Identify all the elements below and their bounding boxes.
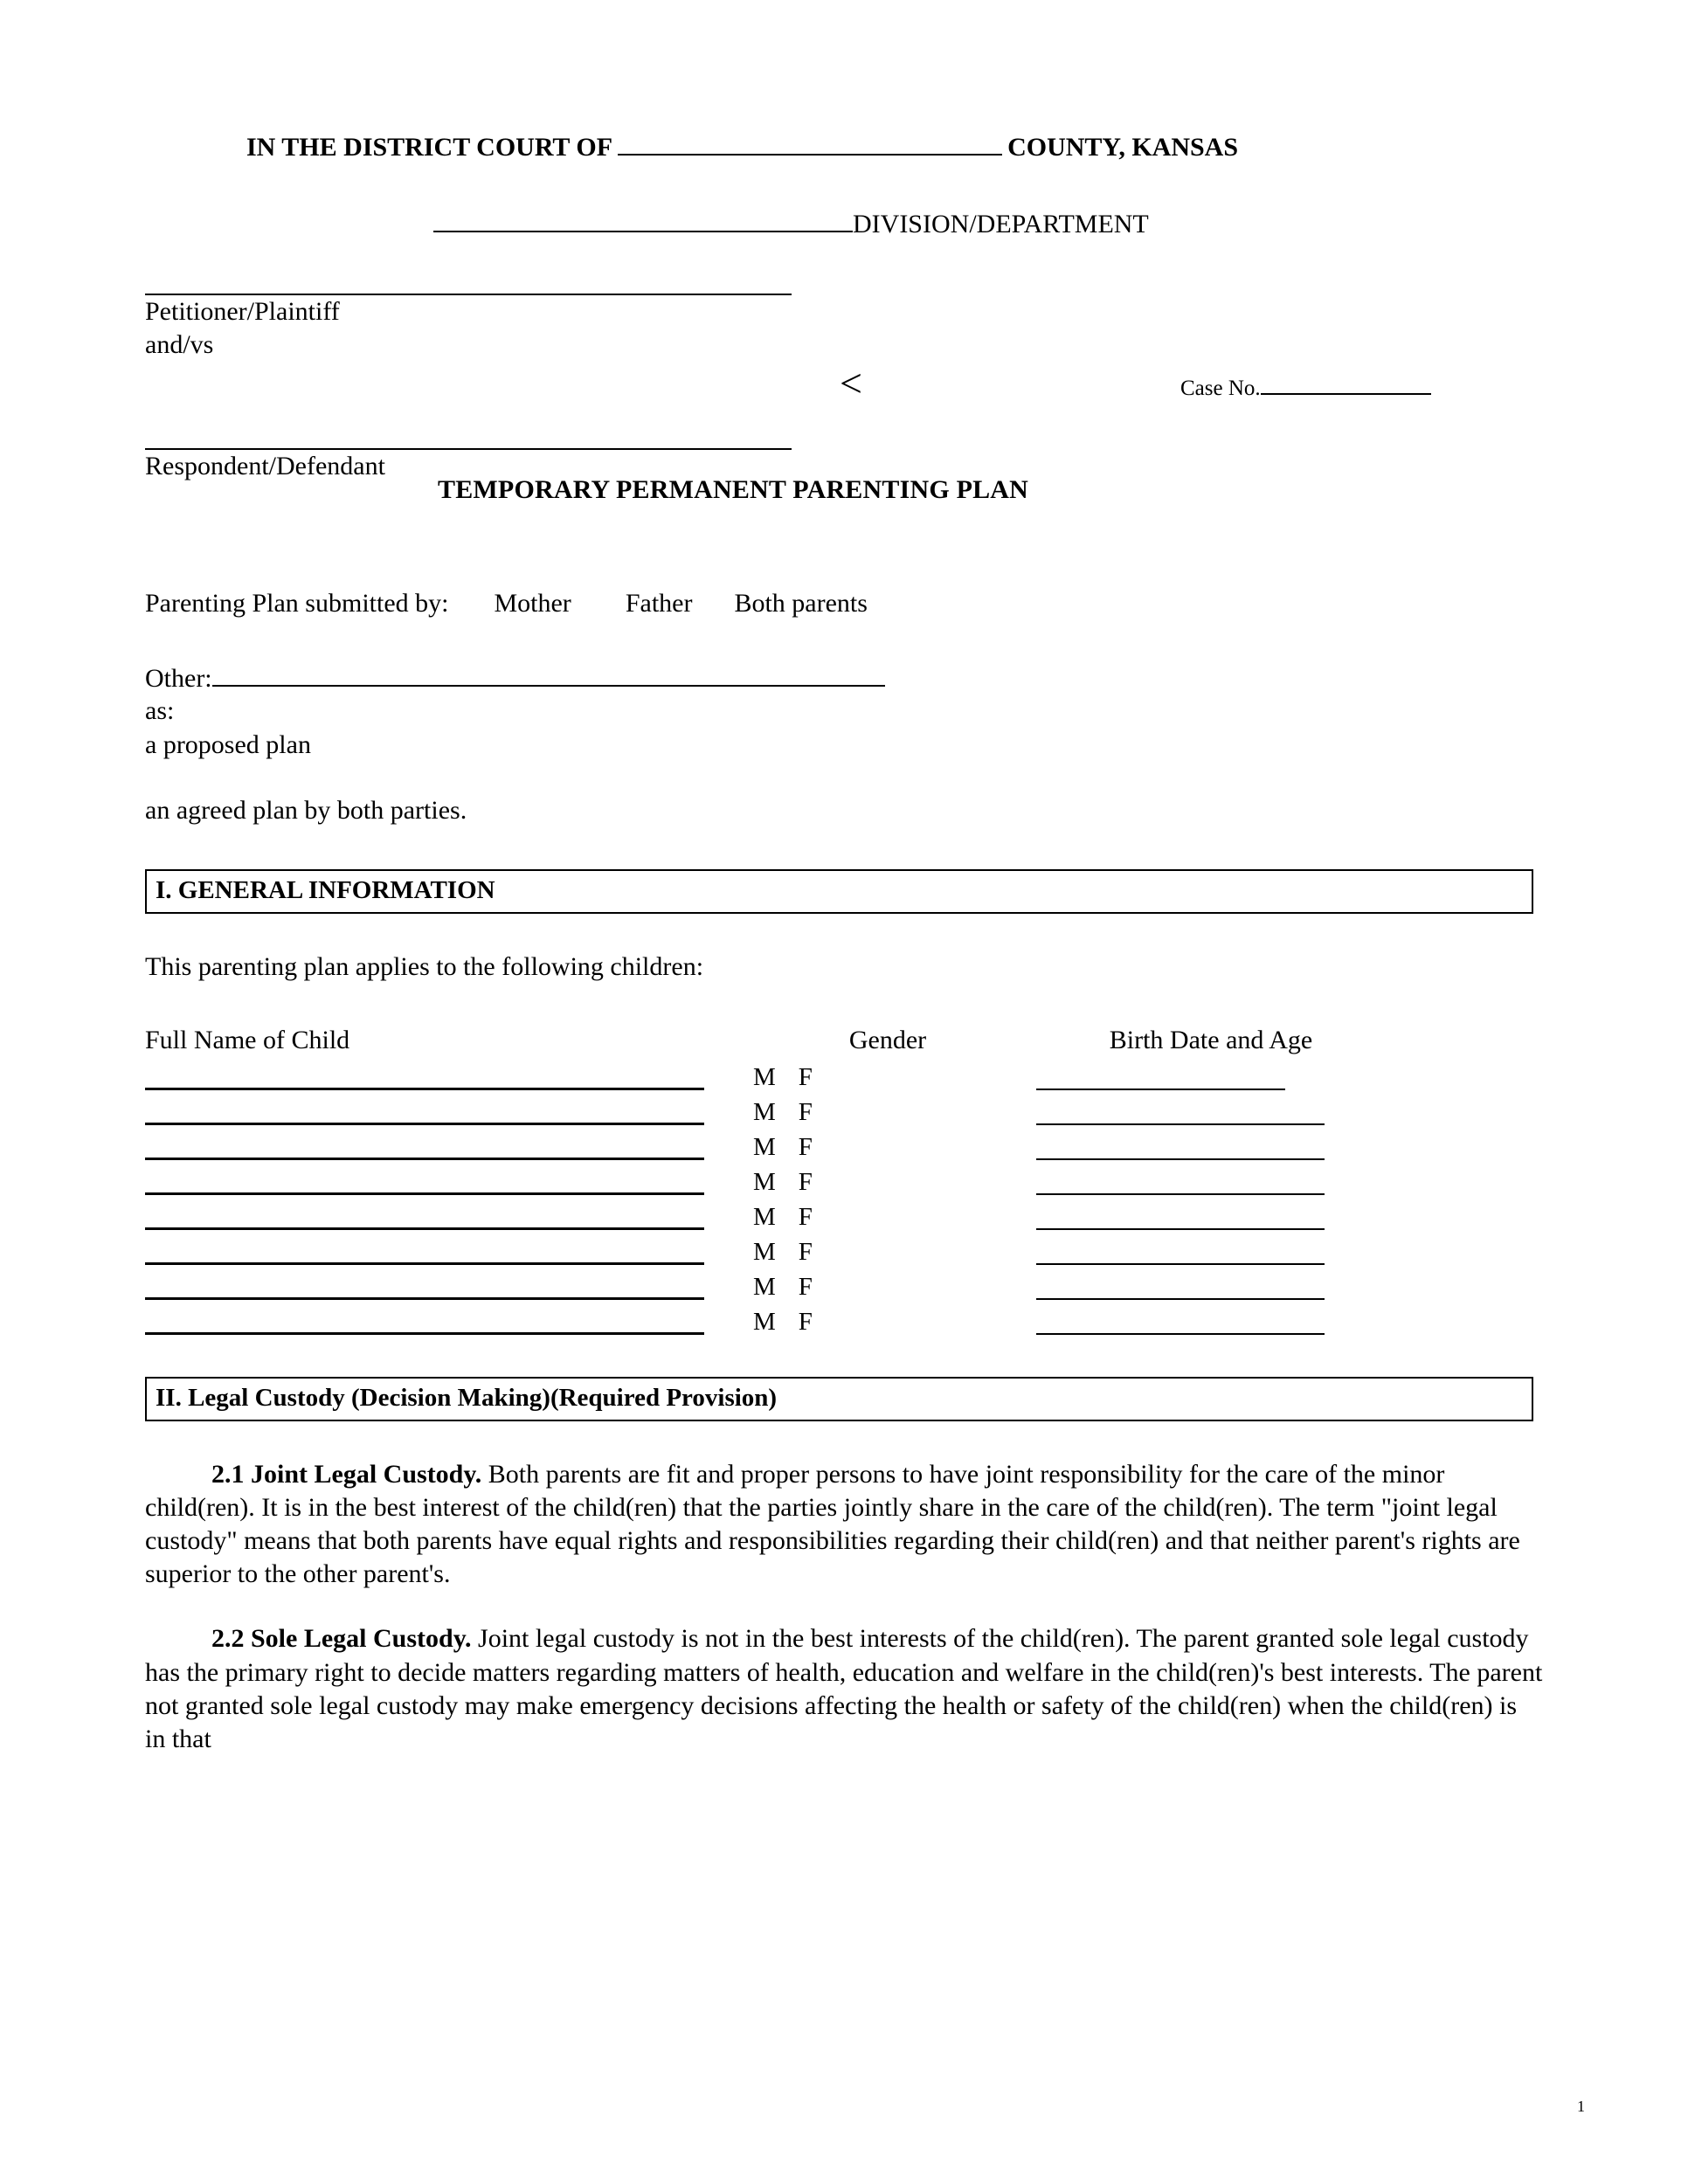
paragraph-2-2 — [145, 1622, 1543, 1755]
table-row[interactable] — [145, 1230, 1394, 1265]
gender-options[interactable] — [739, 1240, 1036, 1265]
agreed-plan-option[interactable]: an agreed plan by both parties. — [145, 796, 467, 825]
proposed-plan-option[interactable]: a proposed plan — [145, 730, 311, 759]
birth-date-blank[interactable] — [1036, 1172, 1325, 1195]
gender-options[interactable] — [739, 1135, 1036, 1160]
document-content — [145, 131, 1543, 1756]
child-name-blank[interactable] — [145, 1065, 704, 1090]
option-both-parents[interactable]: Both parents — [734, 589, 868, 618]
paragraph-2-1-text: Both parents are fit and proper persons to have joint responsibility for the care of the minor child(ren). It is in the best interest of the child(ren) that the parties jointly share in the care of the child(ren). The term "joint legal custody" means that both parents have equal rights and responsibilities regarding their child(ren) and that neither parent's rights are superior to the other parent's. — [145, 1460, 1520, 1589]
child-name-blank[interactable] — [145, 1205, 704, 1230]
child-name-blank[interactable] — [145, 1310, 704, 1335]
case-number-blank[interactable] — [1261, 374, 1431, 395]
gender-option-f[interactable]: F — [798, 1273, 813, 1302]
caption-brace: < — [840, 361, 862, 405]
paragraph-2-2-title: Sole Legal Custody. — [251, 1624, 472, 1654]
child-name-blank[interactable] — [145, 1135, 704, 1160]
paragraph-2-1-number: 2.1 — [211, 1460, 245, 1489]
gender-options[interactable] — [739, 1170, 1036, 1195]
paragraph-2-2-text: Joint legal custody is not in the best interests of the child(ren). The parent granted sole legal custody has the primary right to decide matters regarding matters of health, education and welfare in the child(ren)'s best interests. The parent not granted sole legal custody may make emergency decisions affecting the health or safety of the child(ren) when the child(ren) is in that — [145, 1624, 1543, 1753]
birth-date-blank[interactable] — [1036, 1277, 1325, 1300]
table-row[interactable] — [145, 1125, 1394, 1160]
gender-options[interactable] — [739, 1205, 1036, 1230]
gender-option-f[interactable]: F — [798, 1308, 813, 1337]
court-heading-line — [246, 131, 1543, 162]
table-row[interactable] — [145, 1300, 1394, 1335]
gender-option-f[interactable]: F — [798, 1203, 813, 1232]
case-caption — [145, 294, 1543, 512]
child-name-blank[interactable] — [145, 1240, 704, 1265]
children-table — [145, 1026, 1394, 1335]
other-line — [145, 662, 1543, 694]
submitted-by-line — [145, 589, 1543, 619]
other-label: Other: — [145, 664, 212, 693]
table-row[interactable] — [145, 1265, 1394, 1300]
and-vs-label: and/vs — [145, 329, 214, 359]
gender-option-f[interactable]: F — [798, 1133, 813, 1162]
child-name-blank[interactable] — [145, 1170, 704, 1195]
section-heading-general-information: I. GENERAL INFORMATION — [145, 869, 1533, 914]
paragraph-2-1 — [145, 1458, 1543, 1591]
birth-date-blank[interactable] — [1036, 1102, 1325, 1125]
section-heading-legal-custody: II. Legal Custody (Decision Making)(Required Provision) — [145, 1377, 1533, 1421]
gender-option-m[interactable]: M — [753, 1168, 776, 1197]
gender-option-m[interactable]: M — [753, 1203, 776, 1232]
children-intro-text: This parenting plan applies to the following children: — [145, 952, 704, 981]
gender-option-f[interactable]: F — [798, 1063, 813, 1092]
birth-date-blank[interactable] — [1036, 1312, 1325, 1335]
as-label: as: — [145, 696, 175, 725]
paragraph-2-2-number: 2.2 — [211, 1624, 245, 1654]
table-row[interactable] — [145, 1090, 1394, 1125]
case-number-field[interactable] — [1180, 374, 1431, 401]
court-heading-prefix: IN THE DISTRICT COURT OF — [246, 133, 613, 162]
page-number: 1 — [1577, 2098, 1585, 2115]
gender-options[interactable] — [739, 1065, 1036, 1090]
case-number-label: Case No. — [1180, 377, 1261, 400]
birth-date-blank[interactable] — [1036, 1137, 1325, 1160]
gender-options[interactable] — [739, 1275, 1036, 1300]
gender-option-m[interactable]: M — [753, 1063, 776, 1092]
county-blank-field[interactable] — [618, 131, 1002, 156]
division-blank-field[interactable] — [433, 208, 853, 232]
paragraph-2-1-title: Joint Legal Custody. — [251, 1460, 482, 1489]
table-row[interactable] — [145, 1195, 1394, 1230]
division-label: DIVISION/DEPARTMENT — [853, 210, 1149, 238]
gender-option-f[interactable]: F — [798, 1238, 813, 1267]
gender-options[interactable] — [739, 1100, 1036, 1125]
gender-option-f[interactable]: F — [798, 1168, 813, 1197]
option-father[interactable]: Father — [625, 589, 693, 618]
division-line — [433, 208, 1543, 239]
petitioner-label: Petitioner/Plaintiff — [145, 297, 340, 326]
child-name-blank[interactable] — [145, 1275, 704, 1300]
option-mother[interactable]: Mother — [494, 589, 571, 618]
gender-option-m[interactable]: M — [753, 1273, 776, 1302]
document-title: TEMPORARY PERMANENT PARENTING PLAN — [438, 475, 1029, 504]
table-row[interactable] — [145, 1055, 1394, 1090]
birth-date-blank[interactable] — [1036, 1207, 1325, 1230]
table-row[interactable] — [145, 1160, 1394, 1195]
gender-options[interactable] — [739, 1310, 1036, 1335]
child-name-blank[interactable] — [145, 1100, 704, 1125]
submitted-by-prompt: Parenting Plan submitted by: — [145, 589, 449, 618]
respondent-label: Respondent/Defendant — [145, 452, 385, 480]
gender-option-m[interactable]: M — [753, 1098, 776, 1127]
court-heading-suffix: COUNTY, KANSAS — [1007, 133, 1239, 162]
column-header-gender: Gender — [848, 1026, 927, 1055]
gender-option-f[interactable]: F — [798, 1098, 813, 1127]
column-header-birth-date: Birth Date and Age — [1109, 1026, 1313, 1055]
column-header-full-name: Full Name of Child — [145, 1026, 350, 1055]
gender-option-m[interactable]: M — [753, 1238, 776, 1267]
birth-date-blank[interactable] — [1036, 1068, 1285, 1090]
gender-option-m[interactable]: M — [753, 1133, 776, 1162]
gender-option-m[interactable]: M — [753, 1308, 776, 1337]
other-blank-field[interactable] — [212, 662, 885, 687]
children-table-header — [145, 1026, 1394, 1055]
birth-date-blank[interactable] — [1036, 1242, 1325, 1265]
